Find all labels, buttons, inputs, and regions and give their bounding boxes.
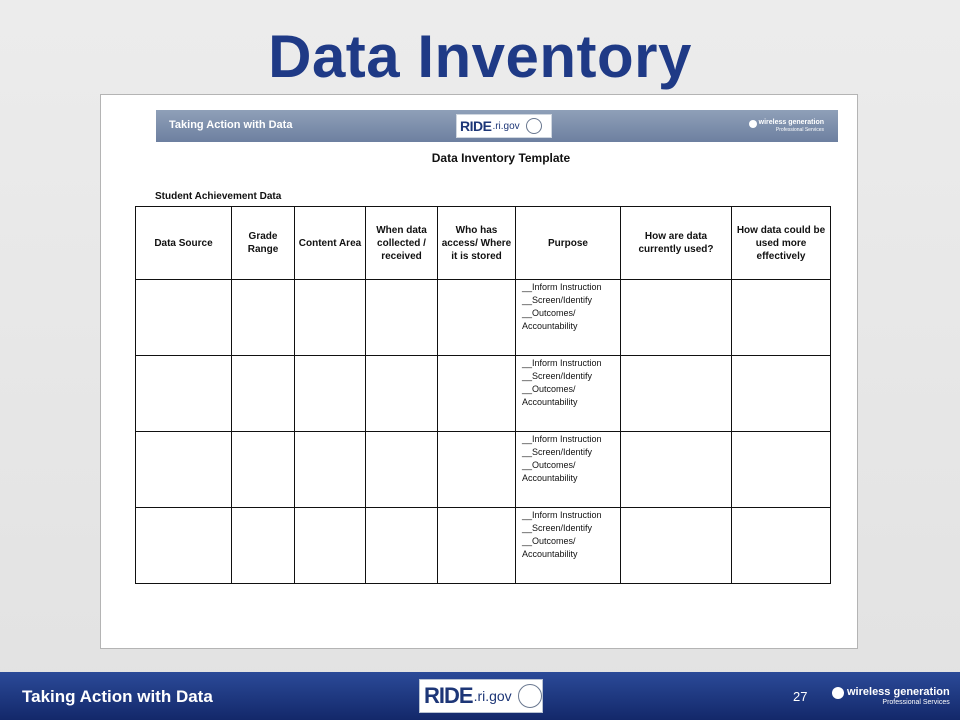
ride-logo bbox=[456, 114, 552, 138]
table-cell bbox=[366, 356, 438, 432]
seal-icon bbox=[526, 118, 542, 134]
slide-title: Data Inventory bbox=[268, 23, 692, 90]
seal-icon bbox=[518, 684, 542, 708]
column-header-grade-range: Grade Range bbox=[232, 207, 295, 280]
table-row bbox=[136, 508, 831, 584]
column-header-when-collected: When data collected / received bbox=[366, 207, 438, 280]
purpose-option-outcomes: __Outcomes/ bbox=[522, 460, 576, 470]
purpose-option-outcomes: __Outcomes/ bbox=[522, 536, 576, 546]
table-cell bbox=[136, 508, 232, 584]
template-title: Data Inventory Template bbox=[431, 151, 571, 165]
table-cell bbox=[136, 280, 232, 356]
table-cell bbox=[438, 280, 516, 356]
table-cell bbox=[366, 508, 438, 584]
purpose-option-screen-identify: __Screen/Identify bbox=[522, 295, 593, 305]
column-header-content-area: Content Area bbox=[295, 207, 366, 280]
document-header-bar bbox=[156, 110, 838, 142]
purpose-option-inform-instruction: __Inform Instruction bbox=[522, 358, 602, 368]
table-cell bbox=[295, 432, 366, 508]
page-number: 27 bbox=[793, 689, 808, 704]
table-cell bbox=[136, 356, 232, 432]
table-cell bbox=[732, 280, 831, 356]
column-header-used-more-effectively: How data could be used more effectively bbox=[732, 207, 831, 280]
table-cell bbox=[295, 508, 366, 584]
table-row bbox=[136, 432, 831, 508]
column-header-who-has-access: Who has access/ Where it is stored bbox=[438, 207, 516, 280]
table-row bbox=[136, 280, 831, 356]
table-cell bbox=[438, 356, 516, 432]
purpose-option-inform-instruction: __Inform Instruction bbox=[522, 510, 602, 520]
inventory-table bbox=[135, 206, 831, 584]
wireless-generation-sub: Professional Services bbox=[775, 127, 824, 133]
purpose-option-accountability: Accountability bbox=[522, 549, 578, 559]
footer-wireless-generation-sub: Professional Services bbox=[882, 699, 950, 706]
footer-wireless-generation-name: wireless generation bbox=[847, 686, 950, 698]
footer-ride-logo-domain: .ri.gov bbox=[473, 688, 512, 704]
purpose-option-accountability: Accountability bbox=[522, 397, 578, 407]
table-cell bbox=[295, 280, 366, 356]
document-header-title: Taking Action with Data bbox=[169, 119, 293, 131]
table-cell bbox=[295, 356, 366, 432]
table-cell bbox=[621, 280, 732, 356]
table-cell bbox=[232, 432, 295, 508]
document-image bbox=[100, 94, 858, 649]
purpose-option-screen-identify: __Screen/Identify bbox=[522, 523, 593, 533]
table-cell bbox=[232, 280, 295, 356]
footer-ride-logo bbox=[419, 679, 543, 713]
purpose-option-screen-identify: __Screen/Identify bbox=[522, 371, 593, 381]
purpose-option-inform-instruction: __Inform Instruction bbox=[522, 434, 602, 444]
table-cell bbox=[366, 280, 438, 356]
footer-title: Taking Action with Data bbox=[22, 687, 213, 706]
table-cell bbox=[232, 356, 295, 432]
table-cell bbox=[621, 356, 732, 432]
purpose-option-outcomes: __Outcomes/ bbox=[522, 308, 576, 318]
table-cell bbox=[366, 432, 438, 508]
purpose-option-inform-instruction: __Inform Instruction bbox=[522, 282, 602, 292]
column-header-purpose: Purpose bbox=[516, 207, 621, 280]
table-cell bbox=[438, 432, 516, 508]
purpose-option-outcomes: __Outcomes/ bbox=[522, 384, 576, 394]
wireless-generation-logo bbox=[749, 119, 824, 133]
footer-wireless-generation-logo bbox=[832, 686, 950, 707]
footer-bar bbox=[0, 672, 960, 720]
purpose-cell bbox=[516, 508, 621, 584]
table-row bbox=[136, 356, 831, 432]
table-cell bbox=[621, 432, 732, 508]
table-cell bbox=[732, 432, 831, 508]
ride-logo-domain: .ri.gov bbox=[492, 120, 520, 132]
table-cell bbox=[621, 508, 732, 584]
section-label: Student Achievement Data bbox=[155, 191, 282, 202]
purpose-option-accountability: Accountability bbox=[522, 473, 578, 483]
wireless-generation-icon bbox=[749, 120, 757, 128]
purpose-cell bbox=[516, 280, 621, 356]
table-header-row bbox=[136, 207, 831, 280]
purpose-cell bbox=[516, 432, 621, 508]
wireless-generation-name: wireless generation bbox=[758, 119, 824, 126]
footer-ride-logo-word: RIDE bbox=[424, 683, 473, 708]
purpose-cell bbox=[516, 356, 621, 432]
table-cell bbox=[136, 432, 232, 508]
column-header-data-source: Data Source bbox=[136, 207, 232, 280]
table-cell bbox=[732, 508, 831, 584]
table-cell bbox=[232, 508, 295, 584]
purpose-option-accountability: Accountability bbox=[522, 321, 578, 331]
table-cell bbox=[438, 508, 516, 584]
ride-logo-word: RIDE bbox=[460, 118, 492, 134]
column-header-currently-used: How are data currently used? bbox=[621, 207, 732, 280]
table-cell bbox=[732, 356, 831, 432]
wireless-generation-icon bbox=[832, 687, 844, 699]
purpose-option-screen-identify: __Screen/Identify bbox=[522, 447, 593, 457]
